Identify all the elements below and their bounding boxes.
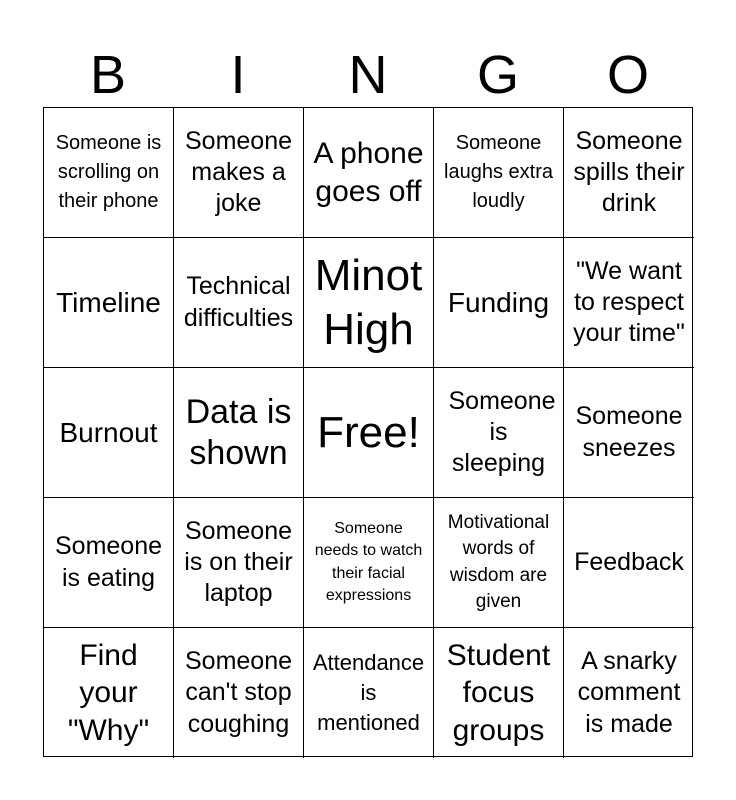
bingo-cell[interactable]: Someone is on their laptop bbox=[174, 498, 304, 628]
bingo-cell[interactable]: Someone needs to watch their facial expressions bbox=[304, 498, 434, 628]
bingo-cell[interactable]: Student focus groups bbox=[434, 628, 564, 758]
bingo-cell[interactable]: Attendance is mentioned bbox=[304, 628, 434, 758]
header-letter-i: I bbox=[230, 45, 246, 105]
header-letter-b: B bbox=[89, 45, 127, 105]
bingo-cell[interactable]: Someone laughs extra loudly bbox=[434, 108, 564, 238]
bingo-cell[interactable]: Timeline bbox=[44, 238, 174, 368]
bingo-cell[interactable]: Funding bbox=[434, 238, 564, 368]
header-letter-g: G bbox=[476, 45, 519, 105]
bingo-cell[interactable]: A snarky comment is made bbox=[577, 647, 681, 738]
bingo-cell[interactable]: "We want to respect your time" bbox=[564, 238, 694, 368]
bingo-cell[interactable]: Someone spills their drink bbox=[564, 108, 694, 238]
bingo-cell[interactable]: Someone makes a joke bbox=[174, 108, 304, 238]
free-space[interactable]: Free! bbox=[304, 368, 434, 498]
bingo-cell[interactable]: Someone can't stop coughing bbox=[174, 628, 304, 758]
bingo-grid bbox=[43, 107, 693, 757]
bingo-cell[interactable]: Technical difficulties bbox=[174, 238, 304, 368]
bingo-cell[interactable]: A phone goes off bbox=[304, 108, 434, 238]
bingo-cell[interactable]: Motivational words of wisdom are given bbox=[434, 498, 564, 628]
bingo-cell[interactable]: Burnout bbox=[44, 368, 174, 498]
bingo-header bbox=[43, 42, 693, 108]
bingo-cell[interactable]: Data is shown bbox=[174, 368, 304, 498]
header-letter-o: O bbox=[606, 45, 649, 105]
header-letter-n: N bbox=[348, 45, 388, 105]
bingo-cell[interactable]: Find your "Why" bbox=[44, 628, 174, 758]
bingo-cell[interactable]: Minot High bbox=[304, 238, 434, 368]
bingo-cell[interactable]: Someone sneezes bbox=[564, 368, 694, 498]
bingo-cell[interactable]: Someone is sleeping bbox=[434, 368, 564, 498]
bingo-cell[interactable]: Someone is eating bbox=[44, 498, 174, 628]
bingo-cell[interactable]: Someone is scrolling on their phone bbox=[44, 108, 174, 238]
bingo-cell[interactable]: Feedback bbox=[564, 498, 694, 628]
